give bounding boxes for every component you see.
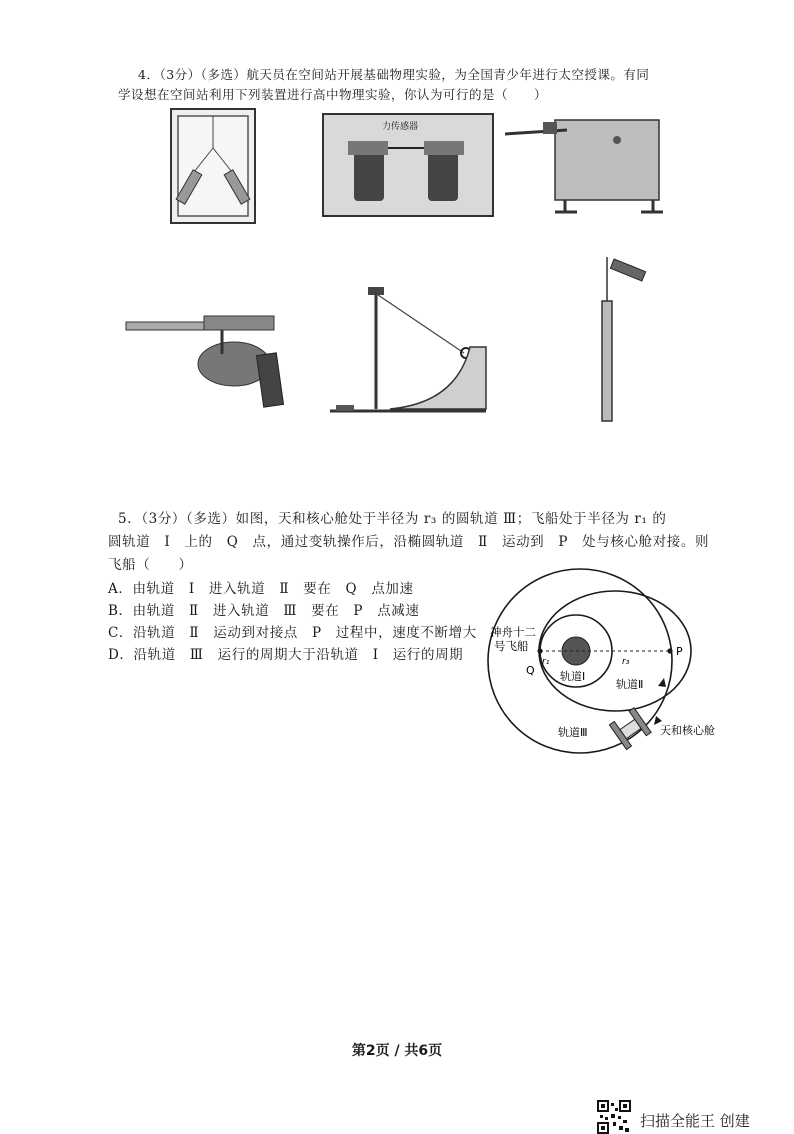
projectile-board-illustration xyxy=(505,112,665,214)
photo-force-sensors xyxy=(322,113,494,217)
label-p: P xyxy=(676,645,683,658)
spring-tube-illustration xyxy=(595,255,655,425)
q5-option-d: D．沿轨道 Ⅲ 运行的周期大于沿轨道 Ⅰ 运行的周期 xyxy=(108,647,464,663)
ship-label-1: 神舟十二 xyxy=(490,625,536,639)
label-q: Q xyxy=(526,664,535,677)
ship-label-2: 号飞船 xyxy=(494,639,529,653)
label-station: 天和核心舱 xyxy=(660,724,715,737)
q4-stem-cont xyxy=(118,84,758,106)
label-r1: r₁ xyxy=(542,657,550,667)
label-orbit-2: 轨道Ⅱ xyxy=(616,678,644,691)
force-sensor-caption: 力传感器 xyxy=(382,122,419,132)
photo-centripetal-device xyxy=(122,310,294,418)
circular-track-illustration xyxy=(330,285,488,417)
photo-circular-track xyxy=(330,285,488,417)
point-p xyxy=(667,648,672,653)
q5-option-b: B．由轨道 Ⅱ 进入轨道 Ⅲ 要在 P 点减速 xyxy=(108,603,420,619)
label-r3: r₃ xyxy=(622,657,630,667)
q5-option-a: A．由轨道 Ⅰ 进入轨道 Ⅱ 要在 Q 点加速 xyxy=(108,581,414,597)
q4-line-1: 4．（3分）（多选）航天员在空间站开展基础物理实验，为全国青少年进行太空授课。有同 xyxy=(138,67,650,82)
photo-spring-tube xyxy=(595,255,655,425)
q5-option-c: C．沿轨道 Ⅱ 运动到对接点 P 过程中，速度不断增大 xyxy=(108,625,477,641)
qr-code-icon xyxy=(597,1100,631,1134)
q4-stem xyxy=(138,64,778,86)
photo-projectile-board xyxy=(505,112,665,214)
watermark-brand: 扫描全能王 创建 xyxy=(640,1112,750,1130)
station-icon xyxy=(609,708,651,750)
spring-scales-illustration xyxy=(172,110,254,222)
q5-line-1: 5．（3分）（多选）如图，天和核心舱处于半径为 r₃ 的圆轨道 Ⅲ；飞船处于半径为 r₁ 的 xyxy=(118,511,667,527)
label-orbit-1: 轨道Ⅰ xyxy=(560,670,586,683)
q5-line-2: 圆轨道 Ⅰ 上的 Q 点，通过变轨操作后，沿椭圆轨道 Ⅱ 运动到 P 处与核心舱对接。则 xyxy=(108,534,710,550)
page-number: 第2页 / 共6页 xyxy=(351,1043,443,1059)
point-q xyxy=(537,648,542,653)
q4-line-2: 学设想在空间站利用下列装置进行高中物理实验，你认为可行的是（ ） xyxy=(118,87,548,102)
q5-line-3: 飞船（ ） xyxy=(108,557,193,573)
orbit-2-arrow-icon xyxy=(658,678,666,687)
centripetal-illustration xyxy=(122,310,294,418)
photo-spring-scales xyxy=(170,108,256,224)
orbit-diagram xyxy=(480,568,750,758)
label-orbit-3: 轨道Ⅲ xyxy=(558,726,588,739)
